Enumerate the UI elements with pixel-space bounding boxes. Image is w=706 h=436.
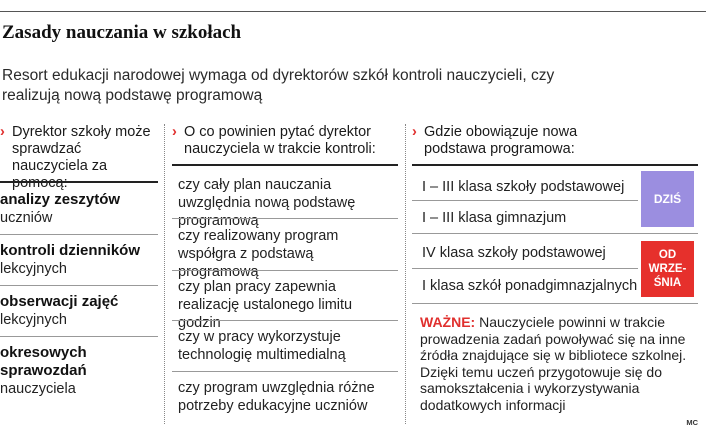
divider <box>412 233 698 234</box>
divider <box>0 234 158 235</box>
question-item: czy cały plan nauczania uwzględnia nową podstawę programową <box>178 177 356 229</box>
subtitle: Resort edukacji narodowej wymaga od dyrektorów szkół kontroli nauczycieli, czy realizują nową podstawę programową <box>2 67 555 104</box>
chevron-right-icon: › <box>172 124 177 140</box>
note-text: Nauczyciele powinni w trakcie prowadzenia zadań powoływać się na inne źródła znajdujące się w bibliotece szkolnej. Dzięki temu uczeń przygotowuje się do samokształcenia i wykorzystywania dodatkowych informacji <box>420 314 687 413</box>
class-item: I – III klasa szkoły podstawowej <box>422 179 625 195</box>
item-rest: lekcyjnych <box>0 261 67 277</box>
middle-column-header-text: O co powinien pytać dyrektor nauczyciela w trakcie kontroli: <box>184 124 376 157</box>
list-item <box>0 191 158 227</box>
divider <box>412 200 638 201</box>
item-rest: lekcyjnych <box>0 312 67 328</box>
item-bold: okresowych sprawozdań <box>0 344 87 379</box>
middle-column-header <box>172 124 400 158</box>
right-column-rule <box>412 164 698 166</box>
divider <box>0 285 158 286</box>
divider <box>172 270 398 271</box>
middle-column-rule <box>172 164 398 166</box>
item-bold: analizy zeszytów <box>0 191 121 208</box>
column-divider-2 <box>405 124 406 424</box>
class-item: IV klasa szkoły podstawowej <box>422 245 606 261</box>
question-item: czy realizowany program współgra z podstawą programową <box>178 228 339 280</box>
item-bold: kontroli dzienników <box>0 242 141 259</box>
question-item: czy w pracy wykorzystuje technologię multimedialną <box>178 329 346 363</box>
page-title: Zasady nauczania w szkołach <box>2 22 242 43</box>
list-item <box>0 293 158 329</box>
chevron-right-icon: › <box>0 124 5 140</box>
left-column-header-text: Dyrektor szkoły może sprawdzać nauczyciela za pomocą: <box>12 124 151 191</box>
class-item: I klasa szkół ponadgimnazjalnych <box>422 278 638 294</box>
divider <box>0 336 158 337</box>
class-item: I – III klasa gimnazjum <box>422 210 567 226</box>
divider <box>412 268 638 269</box>
divider <box>172 218 398 219</box>
important-note <box>420 314 700 413</box>
divider <box>172 371 398 372</box>
right-column-header <box>412 124 622 158</box>
divider <box>412 303 698 304</box>
item-rest: nauczyciela <box>0 381 76 397</box>
question-item: czy plan pracy zapewnia realizację ustalonego limitu godzin <box>178 279 353 331</box>
badge-september: OD WRZE-ŚNIA <box>641 241 694 297</box>
badge-now: DZIŚ <box>641 171 694 227</box>
divider <box>172 320 398 321</box>
right-column-header-text: Gdzie obowiązuje nowa podstawa programowa: <box>424 124 578 157</box>
note-label: WAŻNE: <box>420 314 476 330</box>
question-item: czy program uwzględnia różne potrzeby edukacyjne uczniów <box>178 380 375 414</box>
column-divider-1 <box>164 124 165 424</box>
top-rule <box>0 11 706 12</box>
list-item <box>0 242 158 278</box>
list-item <box>0 344 120 398</box>
item-bold: obserwacji zajęć <box>0 293 119 310</box>
item-rest: uczniów <box>0 210 53 226</box>
chevron-right-icon: › <box>412 124 417 140</box>
left-column-rule <box>0 181 158 183</box>
credit: MC <box>686 418 698 427</box>
